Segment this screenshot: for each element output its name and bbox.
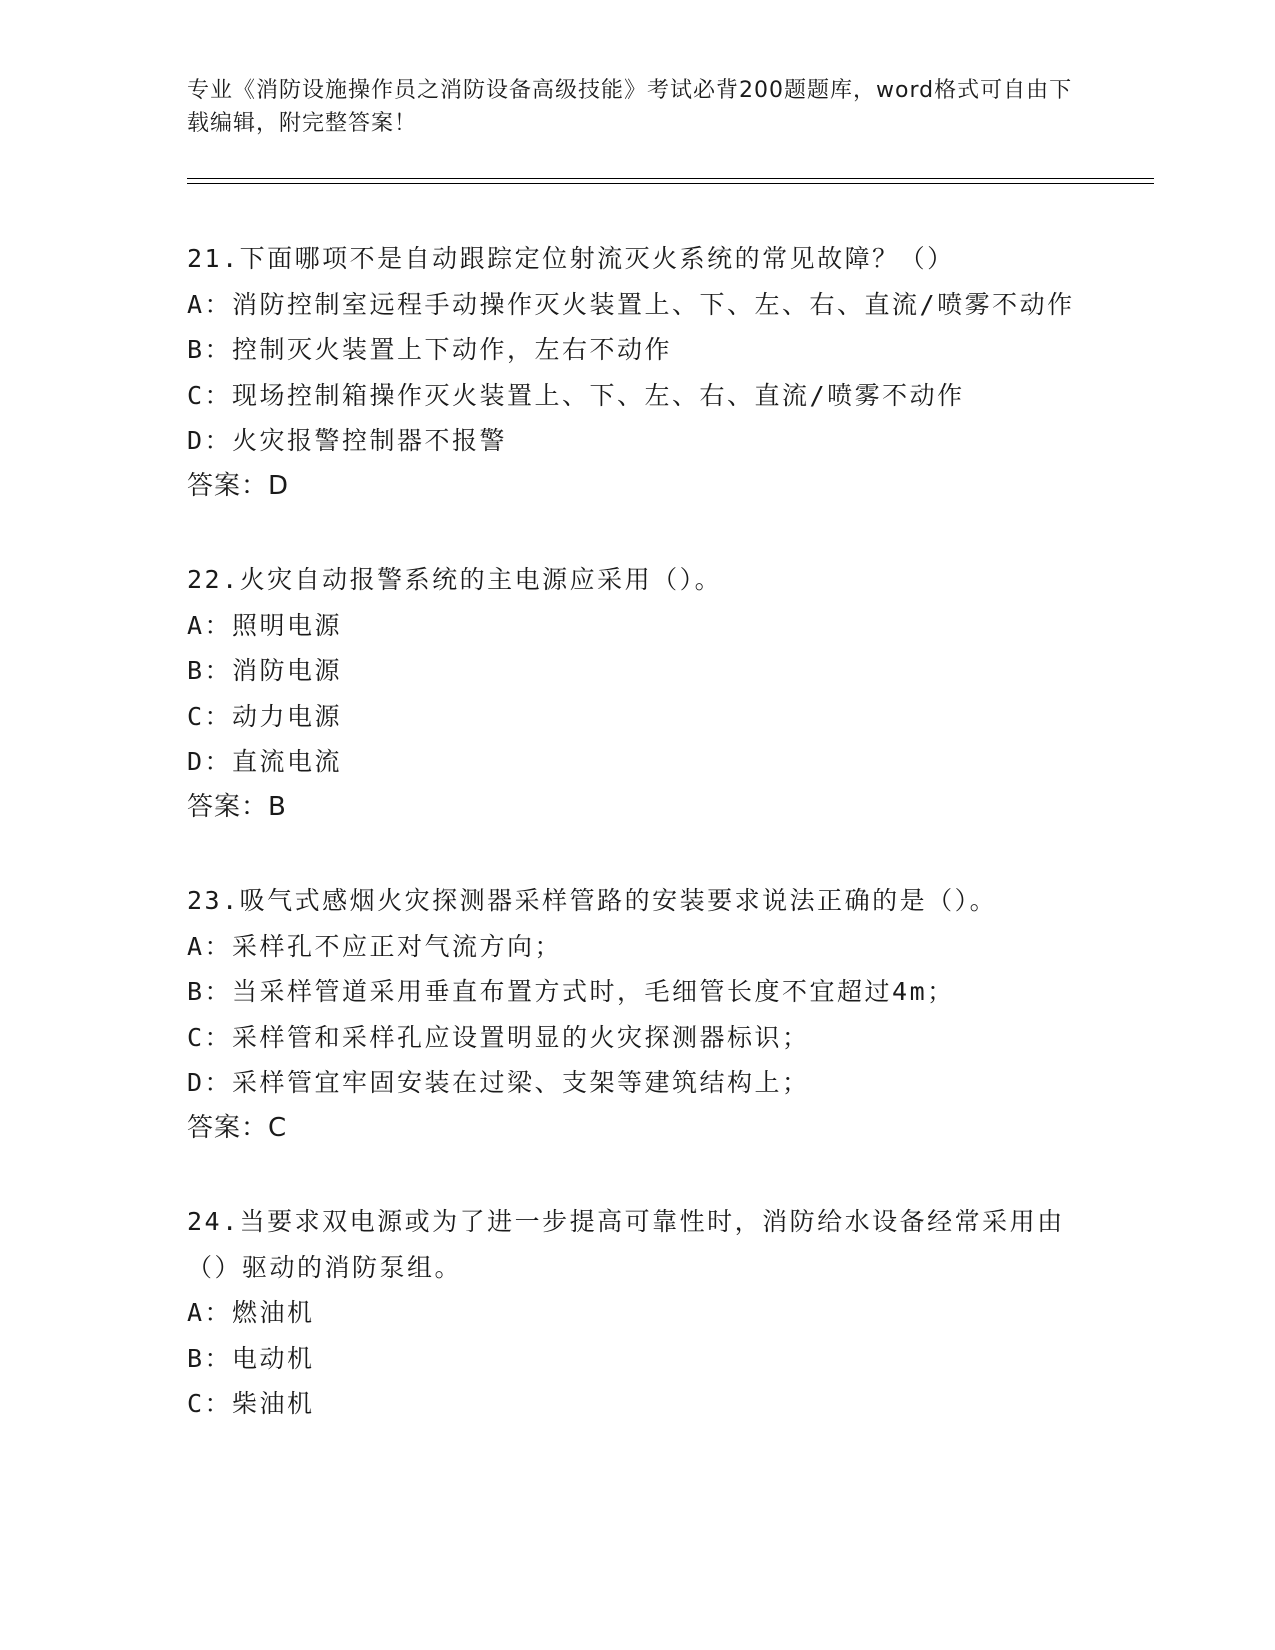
question-list <box>187 236 1087 1475</box>
option-c: C：动力电源 <box>187 701 343 731</box>
option-c: C：现场控制箱操作灭火装置上、下、左、右、直流/喷雾不动作 <box>187 380 965 410</box>
question-stem: 21.下面哪项不是自动跟踪定位射流灭火系统的常见故障？（） <box>187 244 955 273</box>
question-stem: 22.火灾自动报警系统的主电源应采用（）。 <box>187 565 723 594</box>
option-a: A：照明电源 <box>187 610 343 640</box>
option-c: C：采样管和采样孔应设置明显的火灾探测器标识； <box>187 1022 810 1052</box>
option-b: B：消防电源 <box>187 656 343 685</box>
option-b: B：当采样管道采用垂直布置方式时，毛细管长度不宜超过4m； <box>187 977 955 1006</box>
option-b: B：电动机 <box>187 1343 315 1373</box>
question-stem: 24.当要求双电源或为了进一步提高可靠性时，消防给水设备经常采用由（）驱动的消防泵组。 <box>187 1207 1065 1282</box>
option-d: D：火灾报警控制器不报警 <box>187 426 508 455</box>
option-d: D：采样管宜牢固安装在过梁、支架等建筑结构上； <box>187 1068 810 1097</box>
answer-line: 答案：D <box>187 470 290 501</box>
option-d: D：直流电流 <box>187 747 343 776</box>
question-22 <box>187 557 1087 830</box>
header-rule-top <box>187 178 1154 179</box>
document-header: 专业《消防设施操作员之消防设备高级技能》考试必背200题题库，word格式可自由下载编辑，附完整答案！ <box>187 78 1073 136</box>
option-c: C：柴油机 <box>187 1389 315 1418</box>
option-b: B：控制灭火装置上下动作，左右不动作 <box>187 335 673 364</box>
answer-line: 答案：C <box>187 1112 288 1143</box>
option-a: A：采样孔不应正对气流方向； <box>187 931 563 961</box>
question-stem: 23.吸气式感烟火灾探测器采样管路的安装要求说法正确的是（）。 <box>187 886 998 915</box>
question-21 <box>187 236 1087 509</box>
option-a: A：消防控制室远程手动操作灭火装置上、下、左、右、直流/喷雾不动作 <box>187 289 1075 319</box>
answer-line: 答案：B <box>187 791 287 822</box>
option-a: A：燃油机 <box>187 1298 315 1327</box>
header-rule-bottom <box>187 183 1154 184</box>
question-23 <box>187 878 1087 1151</box>
question-24 <box>187 1199 1087 1427</box>
